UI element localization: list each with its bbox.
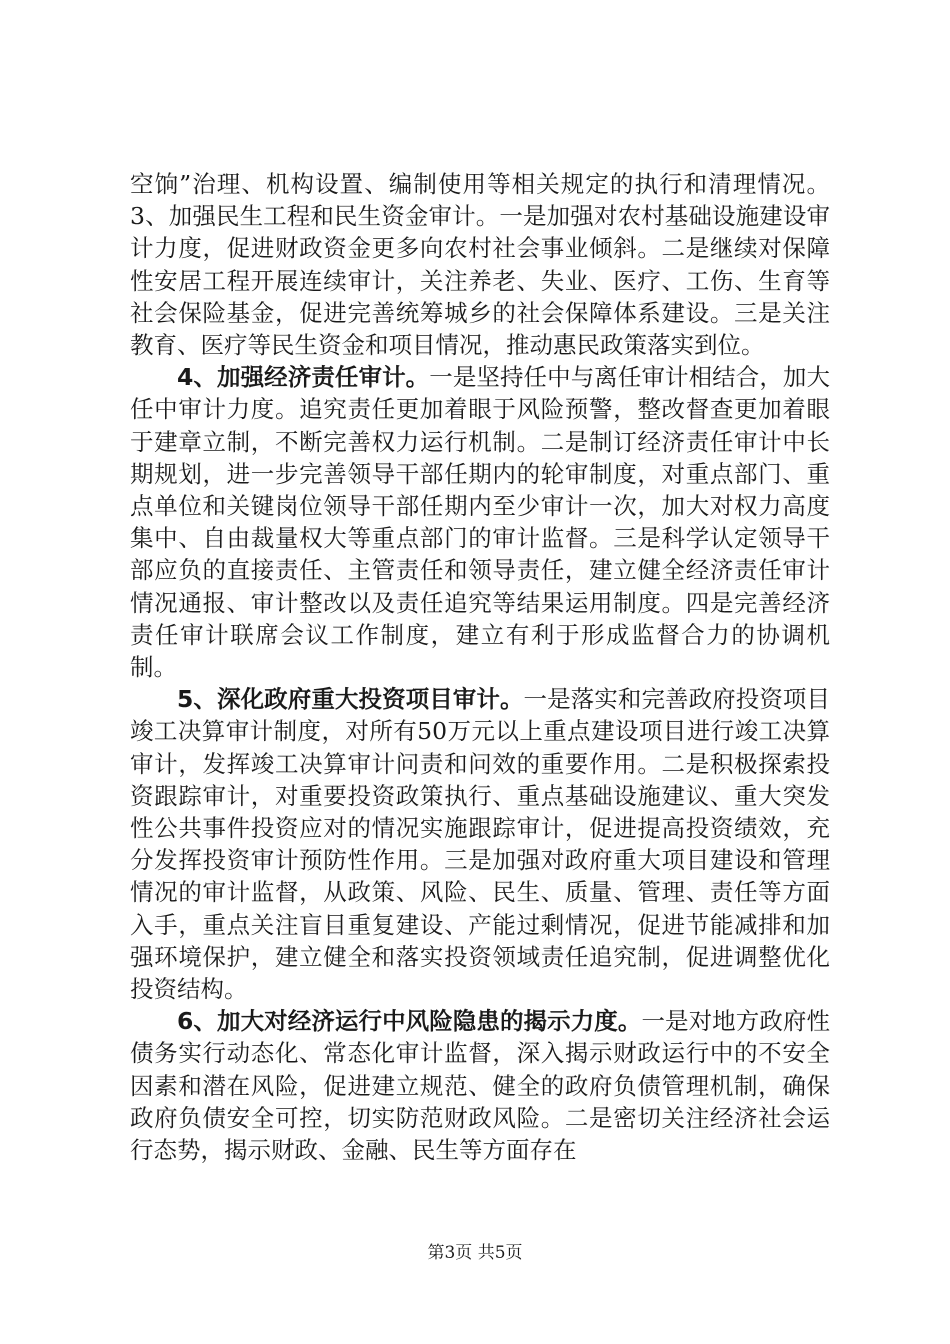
paragraph-investment-project-audit bbox=[130, 683, 830, 1005]
paragraph-text: 一是对地方政府性债务实行动态化、常态化审计监督，深入揭示财政运行中的不安全因素和潜在风险，促进建立规范、健全的政府负债管理机制，确保政府负债安全可控，切实防范财政风险。二是密切关注经济社会运行态势，揭示财政、金融、民生等方面存在 bbox=[130, 1007, 830, 1165]
paragraph-economic-responsibility-audit bbox=[130, 361, 830, 683]
paragraph-text: 一是坚持任中与离任审计相结合，加大任中审计力度。追究责任更加着眼于风险预警，整改督查更加着眼于建章立制，不断完善权力运行机制。二是制订经济责任审计中长期规划，进一步完善领导干部任期内的轮审制度，对重点部门、重点单位和关键岗位领导干部任期内至少审计一次，加大对权力高度集中、自由裁量权大等重点部门的审计监督。三是科学认定领导干部应负的直接责任、主管责任和领导责任，建立健全经济责任审计情况通报、审计整改以及责任追究等结果运用制度。四是完善经济责任审计联席会议工作制度，建立有利于形成监督合力的协调机制。 bbox=[130, 363, 831, 682]
section-heading: 5、深化政府重大投资项目审计。 bbox=[177, 685, 524, 714]
document-body bbox=[130, 168, 830, 1166]
paragraph-risk-disclosure bbox=[130, 1005, 830, 1166]
section-heading: 6、加大对经济运行中风险隐患的揭示力度。 bbox=[177, 1007, 642, 1036]
paragraph-continuation bbox=[130, 168, 830, 361]
paragraph-text: 一是落实和完善政府投资项目竣工决算审计制度，对所有50万元以上重点建设项目进行竣工决算审计，发挥竣工决算审计问责和问效的重要作用。二是积极探索投资跟踪审计，对重要投资政策执行、重点基础设施建议、重大突发性公共事件投资应对的情况实施跟踪审计，促进提高投资绩效，充分发挥投资审计预防性作用。三是加强对政府重大项目建设和管理情况的审计监督，从政策、风险、民生、质量、管理、责任等方面入手，重点关注盲目重复建设、产能过剩情况，促进节能减排和加强环境保护，建立健全和落实投资领域责任追究制，促进调整优化投资结构。 bbox=[130, 685, 830, 1004]
section-heading: 4、加强经济责任审计。 bbox=[177, 363, 430, 392]
paragraph-text: 空饷”治理、机构设置、编制使用等相关规定的执行和清理情况。3、加强民生工程和民生资金审计。一是加强对农村基础设施建设审计力度，促进财政资金更多向农村社会事业倾斜。二是继续对保障性安居工程开展连续审计，关注养老、失业、医疗、工伤、生育等社会保险基金，促进完善统筹城乡的社会保障体系建设。三是关注教育、医疗等民生资金和项目情况，推动惠民政策落实到位。 bbox=[130, 170, 830, 360]
page-number-footer: 第3页 共5页 bbox=[427, 1243, 523, 1263]
